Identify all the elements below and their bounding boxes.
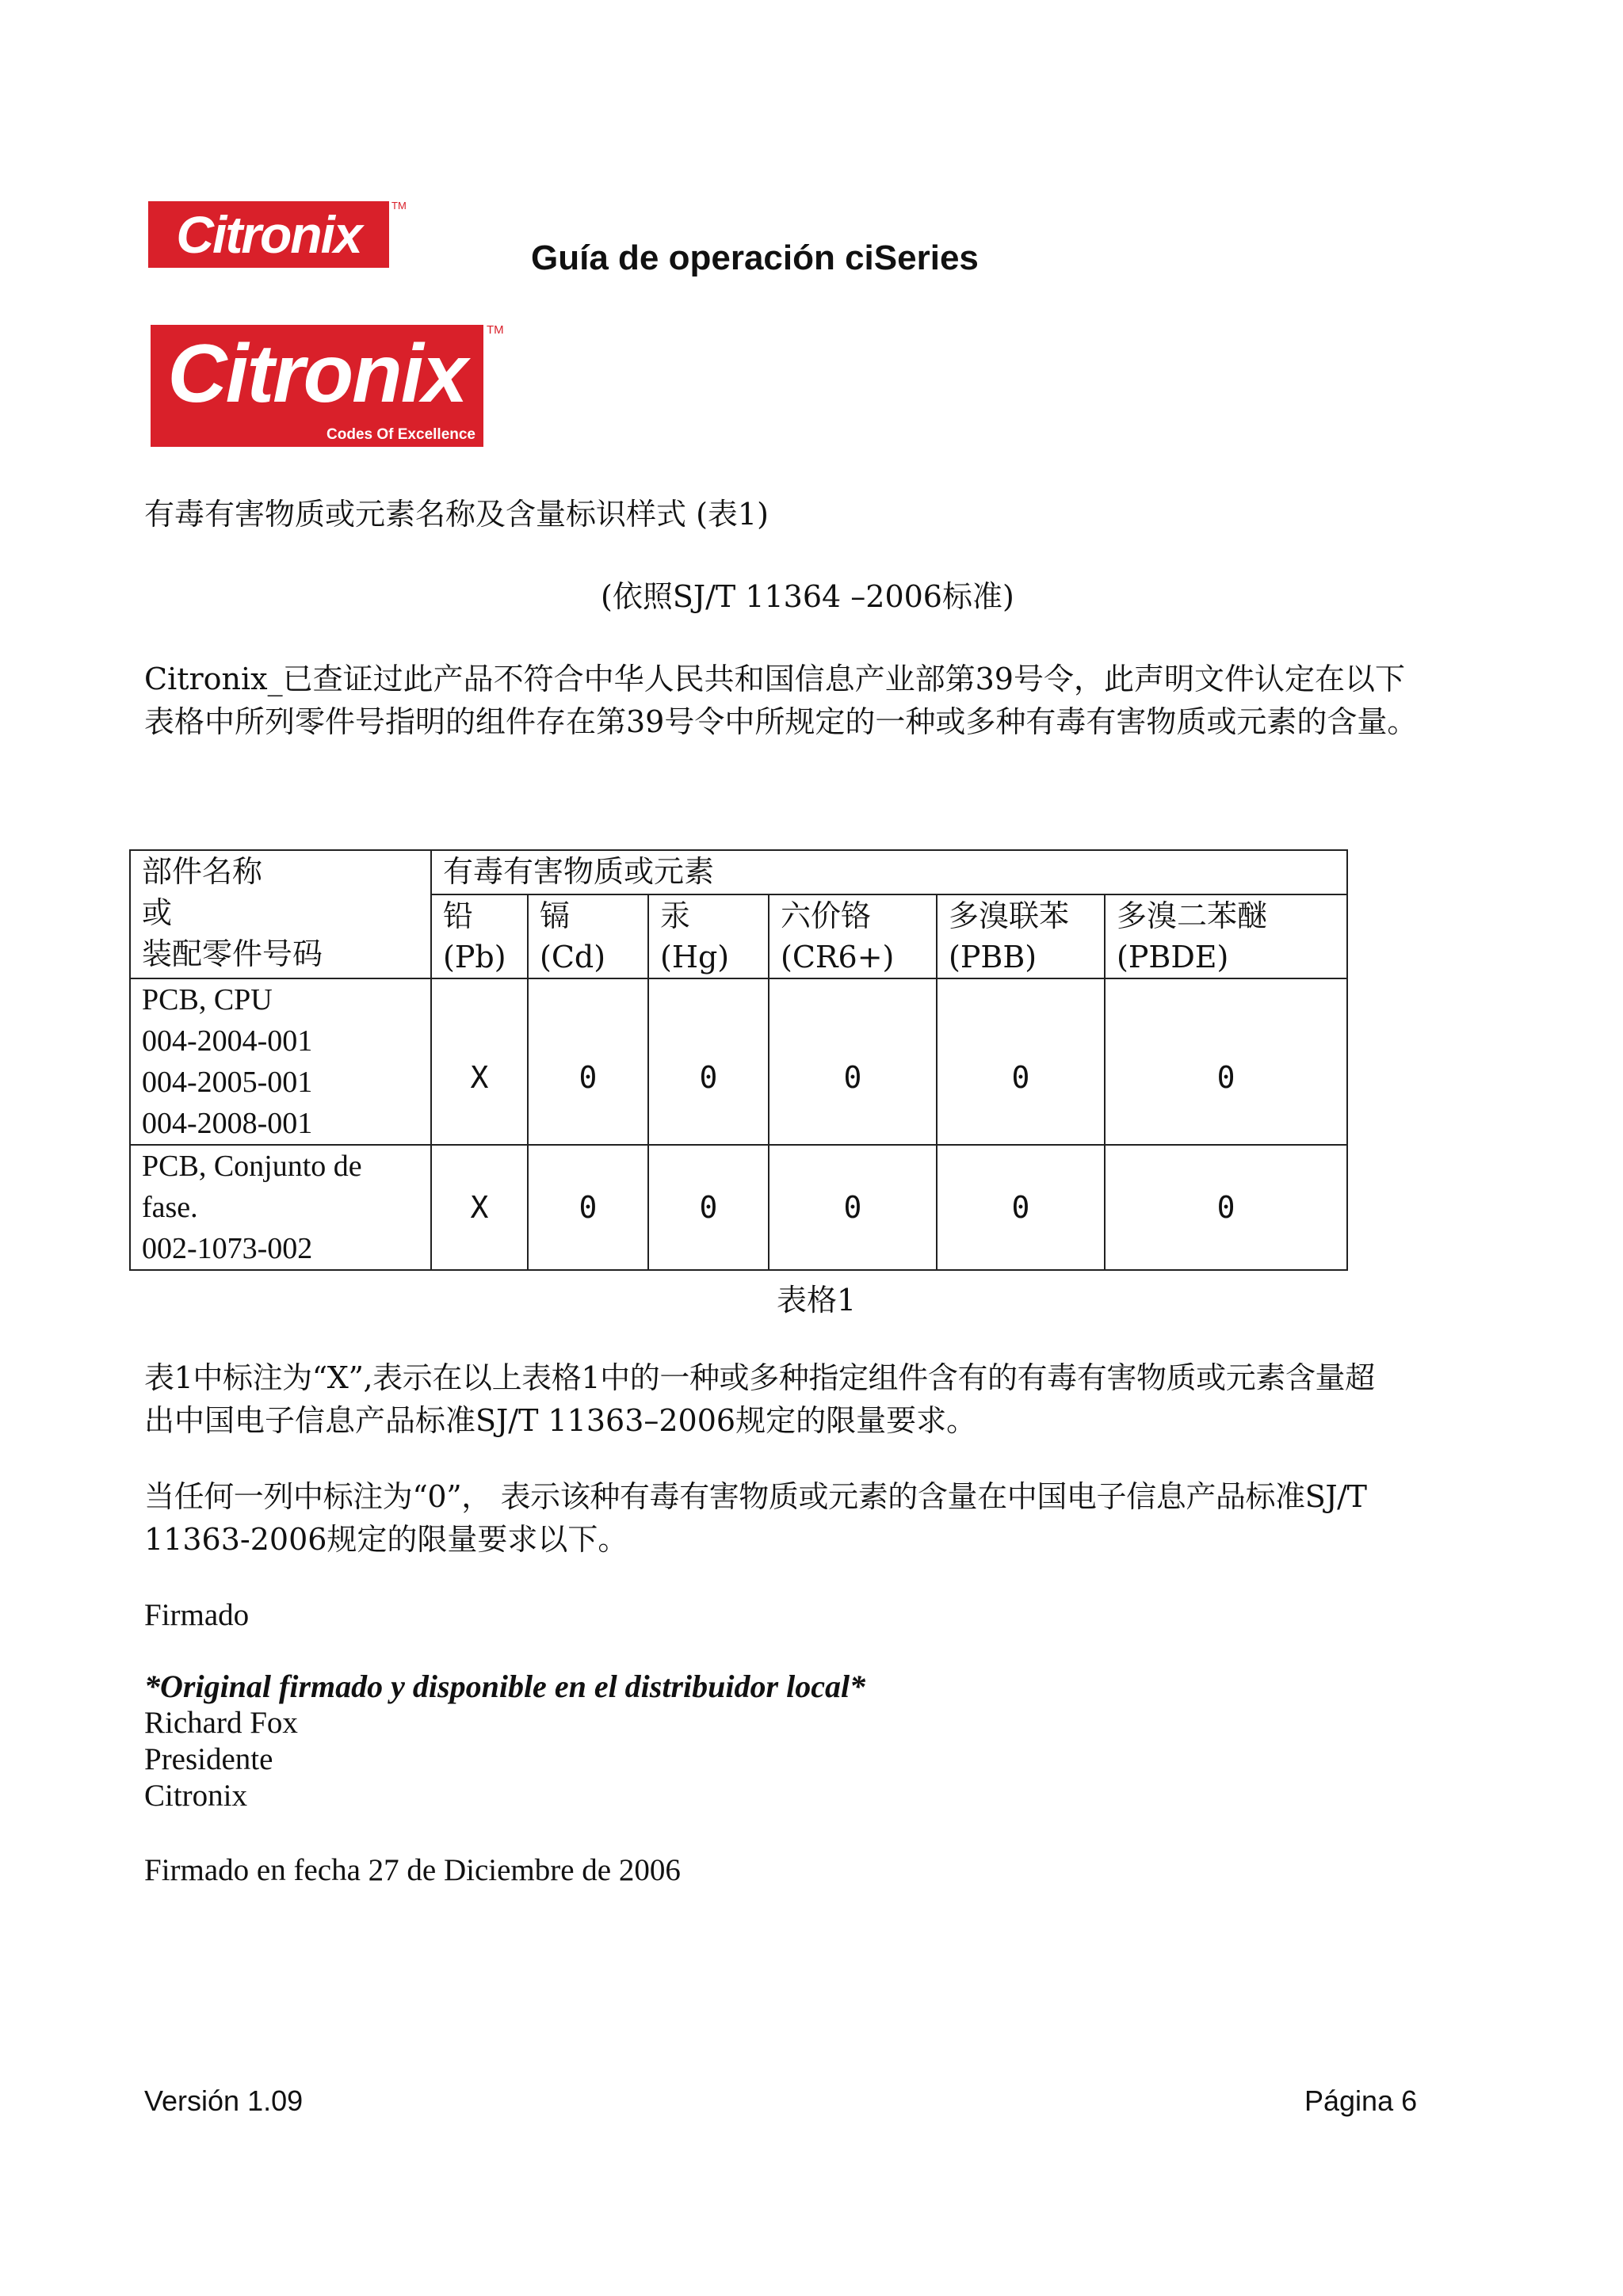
column-name: 汞 xyxy=(660,898,691,933)
value-cell: 0 xyxy=(528,978,648,1145)
doc-heading: 有毒有害物质或元素名称及含量标识样式 (表1) xyxy=(144,497,769,532)
value-cell: 0 xyxy=(769,1145,937,1270)
part-header-cell xyxy=(130,850,431,978)
citronix-logo-small xyxy=(148,201,389,268)
standard-reference: (依照SJ/T 11364 –2006标准) xyxy=(601,579,1014,614)
value-cell: X xyxy=(431,1145,528,1270)
column-symbol: (Hg) xyxy=(660,940,730,974)
footer-page-number: Página 6 xyxy=(1304,2084,1418,2117)
substances-header-cell: 有毒有害物质或元素 xyxy=(431,850,1347,894)
value-cell: 0 xyxy=(528,1145,648,1270)
part-header-line: 装配零件号码 xyxy=(142,936,323,971)
value-cell: 0 xyxy=(769,978,937,1145)
column-symbol: (Pb) xyxy=(443,940,506,974)
substances-table xyxy=(129,849,1348,1271)
value-cell: 0 xyxy=(648,1145,769,1270)
logo-large-wordmark: Citronix xyxy=(167,328,467,420)
logo-small-trademark: TM xyxy=(391,200,407,212)
column-header xyxy=(769,894,937,978)
value-cell: 0 xyxy=(648,978,769,1145)
page-title: Guía de operación ciSeries xyxy=(531,238,979,277)
column-symbol: (PBB) xyxy=(949,940,1037,974)
logo-tagline: Codes Of Excellence xyxy=(327,426,475,443)
logo-small-wordmark: Citronix xyxy=(176,205,361,264)
signer-company: Citronix xyxy=(144,1779,248,1813)
column-symbol: (CR6+) xyxy=(781,940,895,974)
value-cell: X xyxy=(431,978,528,1145)
table-row xyxy=(130,978,1347,1145)
column-header xyxy=(648,894,769,978)
value-cell: 0 xyxy=(1105,978,1347,1145)
part-line: PCB, Conjunto de xyxy=(142,1150,362,1183)
signed-label: Firmado xyxy=(144,1598,250,1632)
footer-version: Versión 1.09 xyxy=(144,2084,304,2117)
part-header-line: 或 xyxy=(142,895,173,930)
column-name: 六价铬 xyxy=(781,898,872,933)
value-cell: 0 xyxy=(937,978,1105,1145)
part-cell xyxy=(130,1145,431,1270)
column-header xyxy=(937,894,1105,978)
value-cell: 0 xyxy=(937,1145,1105,1270)
table-row xyxy=(130,1145,1347,1270)
column-name: 镉 xyxy=(540,898,571,933)
zero-note-line-1: 当任何一列中标注为“0”， 表示该种有毒有害物质或元素的含量在中国电子信息产品标准SJ/T xyxy=(144,1479,1367,1514)
intro-line-1: Citronix_已查证过此产品不符合中华人民共和国信息产业部第39号令，此声明文件认定在以下 xyxy=(144,662,1405,696)
signer-name: Richard Fox xyxy=(144,1706,298,1740)
x-note-line-2: 出中国电子信息产品标准SJ/T 11363–2006规定的限量要求。 xyxy=(144,1403,977,1438)
intro-line-2: 表格中所列零件号指明的组件存在第39号令中所规定的一种或多种有毒有害物质或元素的含量。 xyxy=(144,704,1418,739)
original-signature-note: *Original firmado y disponible en el distribuidor local* xyxy=(144,1669,866,1704)
x-note-line-1: 表1中标注为“X”,表示在以上表格1中的一种或多种指定组件含有的有毒有害物质或元素含量超 xyxy=(144,1360,1375,1395)
table-header-row-1 xyxy=(130,850,1347,894)
signed-date: Firmado en fecha 27 de Diciembre de 2006 xyxy=(144,1853,681,1887)
part-line: 004-2004-001 xyxy=(142,1024,313,1058)
column-symbol: (PBDE) xyxy=(1117,940,1229,974)
column-name: 铅 xyxy=(443,898,474,933)
signer-role: Presidente xyxy=(144,1742,273,1776)
column-name: 多溴联苯 xyxy=(949,898,1070,933)
part-line: 004-2005-001 xyxy=(142,1066,313,1099)
zero-note-line-2: 11363-2006规定的限量要求以下。 xyxy=(144,1522,628,1557)
part-line: PCB, CPU xyxy=(142,983,273,1016)
column-header xyxy=(528,894,648,978)
column-symbol: (Cd) xyxy=(540,940,606,974)
value-cell: 0 xyxy=(1105,1145,1347,1270)
table-caption: 表格1 xyxy=(777,1283,857,1318)
part-header-line: 部件名称 xyxy=(142,854,263,889)
part-line: fase. xyxy=(142,1191,198,1224)
column-header xyxy=(1105,894,1347,978)
column-name: 多溴二苯醚 xyxy=(1117,898,1268,933)
part-line: 002-1073-002 xyxy=(142,1232,313,1265)
logo-large-trademark: TM xyxy=(487,323,504,337)
part-cell xyxy=(130,978,431,1145)
column-header xyxy=(431,894,528,978)
citronix-logo-large xyxy=(151,325,483,447)
part-line: 004-2008-001 xyxy=(142,1107,313,1140)
